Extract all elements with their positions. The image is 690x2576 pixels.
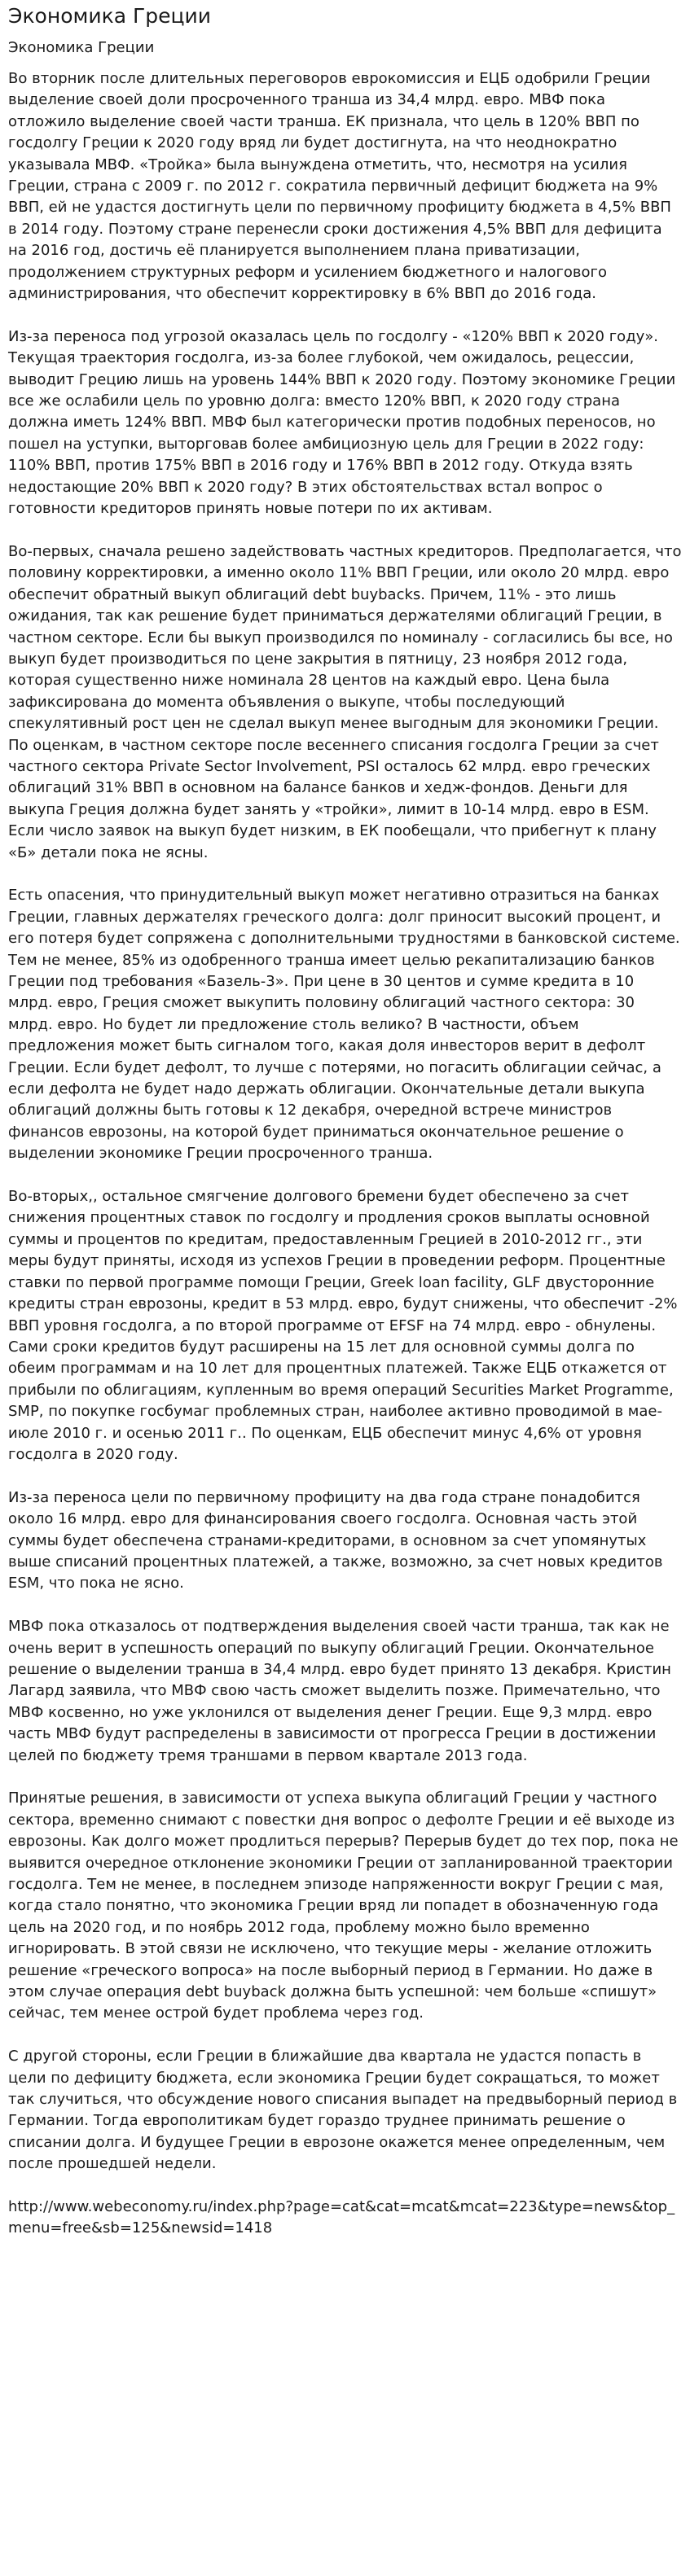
paragraph-1: Во вторник после длительных переговоров еврокомиссия и ЕЦБ одобрили Греции выделение своей доли просроченного транша из 34,4 млрд. евро. МВФ пока отложило выделение своей части транша. ЕК признала, что цель в 120% ВВП по госдолгу Греции к 2020 году вряд ли будет достигнута, на что неоднократно указывала МВФ. «Тройка» была вынуждена отметить, что, несмотря на усилия Греции, страна с 2009 г. по 2012 г. сократила первичный дефицит бюджета на 9% ВВП, ей не удастся достигнуть цели по первичному профициту бюджета в 4,5% ВВП в 2014 году. Поэтому стране перенесли сроки достижения 4,5% ВВП для дефицита на 2016 год, достичь её планируется выполнением плана приватизации, продолжением структурных реформ и усилением бюджетного и налогового администрирования, что обеспечит корректировку в 6% ВВП до 2016 года.	[8, 70, 671, 303]
paragraph-8: Принятые решения, в зависимости от успеха выкупа облигаций Греции у частного сектора, временно снимают с повестки дня вопрос о дефолте Греции и её выходе из еврозоны. Как долго может продлиться перерыв? Перерыв будет до тех пор, пока не выявится очередное отклонение экономики Греции от запланированной траектории госдолга. Тем не менее, в последнем эпизоде напряженности вокруг Греции с мая, когда стало понятно, что экономика Греции вряд ли попадет в обозначенную года цель на 2020 год, и по ноябрь 2012 года, проблему можно было временно игнорировать. В этой связи не исключено, что текущие меры - желание отложить решение «греческого вопроса» на после выборный период в Германии. Но даже в этом случае операция debt buyback должна быть успешной: чем больше «спишут» сейчас, тем менее острой будет проблема через год.	[8, 1790, 679, 2022]
article-page	[0, 3, 690, 2240]
page-title: Экономика Греции	[8, 4, 211, 28]
paragraph-9: С другой стороны, если Греции в ближайшие два квартала не удастся попасть в цели по дефициту бюджета, если экономика Греции будет сокращаться, то может так случиться, что обсуждение нового списания выпадет на предвыборный период в Германии. Тогда европолитикам будет гораздо труднее принимать решение о списании долга. И будущее Греции в еврозоне окажется менее определенным, чем после прошедшей недели.	[8, 2048, 678, 2173]
article-body	[8, 68, 682, 2240]
article-subtitle: Экономика Греции	[8, 39, 155, 56]
paragraph-5: Во-вторых,, остальное смягчение долгового бремени будет обеспечено за счет снижения процентных ставок по госдолгу и продления сроков выплаты основной суммы и процентов по кредитам, предоставленным Грецией в 2010-2012 гг., эти меры будут приняты, исходя из успехов Греции в проведении реформ. Процентные ставки по первой программе помощи Греции, Greek loan facility, GLF двусторонние кредиты стран еврозоны, кредит в 53 млрд. евро, будут снижены, что обеспечит -2% ВВП уровня госдолга, а по второй программе от EFSF на 74 млрд. евро - обнулены. Сами сроки кредитов будут расширены на 15 лет для основной суммы долга по обеим программам и на 10 лет для процентных платежей. Также ЕЦБ откажется от прибыли по облигациям, купленным во время операций Securities Market Programme, SMP, по покупке госбумаг проблемных стран, наиболее активно проводимой в мае-июле 2010 г. и осенью 2011 г.. По оценкам, ЕЦБ обеспечит минус 4,6% от уровня госдолга в 2020 году.	[8, 1188, 678, 1463]
paragraph-3: Во-первых, сначала решено задействовать частных кредиторов. Предполагается, что половину корректировки, а именно около 11% ВВП Греции, или около 20 млрд. евро обеспечит обратный выкуп облигаций debt buybacks. Причем, 11% - это лишь ожидания, так как решение будет приниматься держателями облигаций Греции, в частном секторе. Если бы выкуп производился по номиналу - согласились бы все, но выкуп будет производиться по цене закрытия в пятницу, 23 ноября 2012 года, которая существенно ниже номинала 28 центов на каждый евро. Цена была зафиксирована до момента объявления о выкупе, чтобы последующий спекулятивный рост цен не сделал выкуп менее выгодным для экономики Греции. По оценкам, в частном секторе после весеннего списания госдолга Греции за счет частного сектора Private Sector Involvement, PSI осталось 62 млрд. евро греческих облигаций 31% ВВП в основном на балансе банков и хедж-фондов. Деньги для выкупа Греция должна будет занять у «тройки», лимит в 10-14 млрд. евро в ESM. Если число заявок на выкуп будет низким, в ЕК пообещали, что прибегнут к плану «Б» детали пока не ясны.	[8, 542, 682, 861]
source-link[interactable]: http://www.webeconomy.ru/index.php?page=cat&cat=mcat&mcat=223&type=news&top_menu=free&sb=125&newsid=1418	[8, 2198, 675, 2237]
paragraph-2: Из-за переноса под угрозой оказалась цель по госдолгу - «120% ВВП к 2020 году». Текущая траектория госдолга, из-за более глубокой, чем ожидалось, рецессии, выводит Грецию лишь на уровень 144% ВВП к 2020 году. Поэтому экономике Греции все же ослабили цель по уровню долга: вместо 120% ВВП, к 2020 году страна должна иметь 124% ВВП. МВФ был категорически против подобных переносов, но пошел на уступки, выторговав более амбициозную цель для Греции в 2022 году: 110% ВВП, против 175% ВВП в 2016 году и 176% ВВП в 2012 году. Откуда взять недостающие 20% ВВП к 2020 году? В этих обстоятельствах встал вопрос о готовности кредиторов принять новые потери по их активам.	[8, 327, 676, 518]
paragraph-6: Из-за переноса цели по первичному профициту на два года стране понадобится около 16 млрд. евро для финансирования своего госдолга. Основная часть этой суммы будет обеспечена странами-кредиторами, в основном за счет упомянутых выше списаний процентных платежей, а также, возможно, за счет новых кредитов ESM, что пока не ясно.	[8, 1488, 663, 1592]
paragraph-7: МВФ пока отказалось от подтверждения выделения своей части транша, так как не очень верит в успешность операций по выкупу облигаций Греции. Окончательное решение о выделении транша в 34,4 млрд. евро будет принято 13 декабря. Кристин Лагард заявила, что МВФ свою часть сможет выделить позже. Примечательно, что МВФ косвенно, но уже уклонился от выделения денег Греции. Еще 9,3 млрд. евро часть МВФ будут распределены в зависимости от прогресса Греции в достижении целей по бюджету тремя траншами в первом квартале 2013 года.	[8, 1618, 671, 1764]
paragraph-4: Есть опасения, что принудительный выкуп может негативно отразиться на банках Греции, главных держателях греческого долга: долг приносит высокий процент, и его потеря будет сопряжена с дополнительными трудностями в банковской системе. Тем не менее, 85% из одобренного транша имеет целью рекапитализацию банков Греции под требования «Базель-3». При цене в 30 центов и сумме кредита в 10 млрд. евро, Греция сможет выкупить половину облигаций частного сектора: 30 млрд. евро. Но будет ли предложение столь велико? В частности, объем предложения может быть сигналом того, какая доля инвесторов верит в дефолт Греции. Если будет дефолт, то лучше с потерями, но погасить облигации сейчас, а если дефолта не будет надо держать облигации. Окончательные детали выкупа облигаций должны быть готовы к 12 декабря, очередной встрече министров финансов еврозоны, на которой будет приниматься окончательное решение о выделении экономике Греции просроченного транша.	[8, 887, 680, 1163]
